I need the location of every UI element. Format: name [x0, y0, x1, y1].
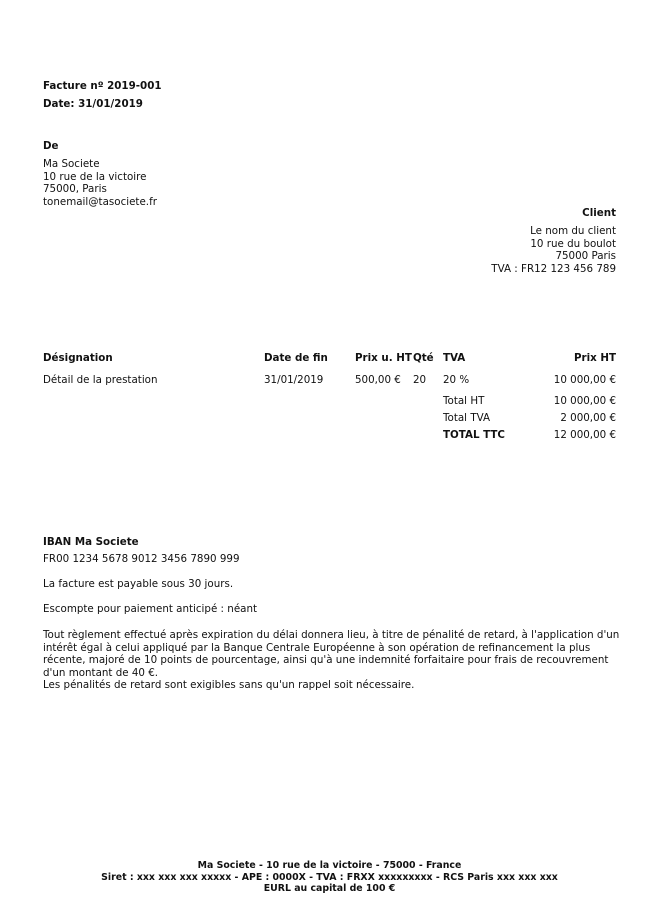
total-ttc-value: 12 000,00 € [553, 429, 616, 441]
seller-name: Ma Societe [43, 158, 100, 170]
invoice-number: Facture nº 2019-001 [43, 80, 162, 92]
header-total-ht: Prix HT [573, 352, 616, 364]
header-end-date: Date de fin [264, 352, 328, 364]
client-name: Le nom du client [530, 225, 616, 237]
header-vat: TVA [443, 352, 466, 364]
row-designation: Détail de la prestation [43, 374, 158, 386]
penalty-terms [43, 629, 618, 692]
header-qty: Qté [413, 352, 434, 364]
payment-due-terms: La facture est payable sous 30 jours. [43, 578, 234, 590]
total-ttc-label: TOTAL TTC [443, 429, 505, 441]
penalty-line: d'un montant de 40 €. [43, 666, 159, 679]
seller-address [43, 158, 157, 208]
total-ht-label: Total HT [443, 395, 485, 407]
row-vat: 20 % [443, 374, 470, 386]
seller-street: 10 rue de la victoire [43, 170, 147, 183]
iban-label: IBAN Ma Societe [43, 536, 139, 548]
total-tva-value: 2 000,00 € [560, 412, 616, 424]
row-unit-price: 500,00 € [355, 374, 401, 386]
client-street: 10 rue du boulot [530, 237, 616, 250]
seller-city: 75000, Paris [43, 183, 107, 195]
seller-email: tonemail@tasociete.fr [43, 195, 157, 208]
total-tva-label: Total TVA [443, 412, 491, 424]
discount-terms: Escompte pour paiement anticipé : néant [43, 603, 258, 615]
iban-value: FR00 1234 5678 9012 3456 7890 999 [43, 553, 240, 565]
row-end-date: 31/01/2019 [264, 374, 324, 386]
seller-label: De [43, 140, 59, 152]
invoice-date: Date: 31/01/2019 [43, 98, 143, 110]
client-vat: TVA : FR12 123 456 789 [491, 262, 616, 275]
client-label: Client [582, 207, 616, 219]
row-total-ht: 10 000,00 € [553, 374, 616, 386]
header-unit-price: Prix u. HT [355, 352, 412, 364]
penalty-line: Tout règlement effectué après expiration du délai donnera lieu, à titre de pénalité de retard, à l'application d'un [43, 629, 620, 641]
penalty-line: intérêt égal à celui appliqué par la Banque Centrale Européenne à son opération de refinancement la plus [43, 641, 591, 654]
legal-footer [0, 860, 659, 895]
penalty-line: récente, majoré de 10 points de pourcentage, ainsi qu'à une indemnité forfaitaire pour frais de recouvrement [43, 654, 609, 666]
footer-registration: Siret : xxx xxx xxx xxxxx - APE : 0000X - TVA : FRXX xxxxxxxxx - RCS Paris xxx xxx xxx [101, 871, 558, 883]
footer-capital: EURL au capital de 100 € [263, 883, 396, 894]
total-ht-value: 10 000,00 € [553, 395, 616, 407]
footer-company-address: Ma Societe - 10 rue de la victoire - 75000 - France [197, 860, 462, 871]
client-city: 75000 Paris [555, 250, 616, 262]
header-designation: Désignation [43, 352, 113, 364]
penalty-line: Les pénalités de retard sont exigibles sans qu'un rappel soit nécessaire. [43, 679, 415, 691]
client-address [491, 225, 616, 275]
row-qty: 20 [413, 374, 427, 386]
